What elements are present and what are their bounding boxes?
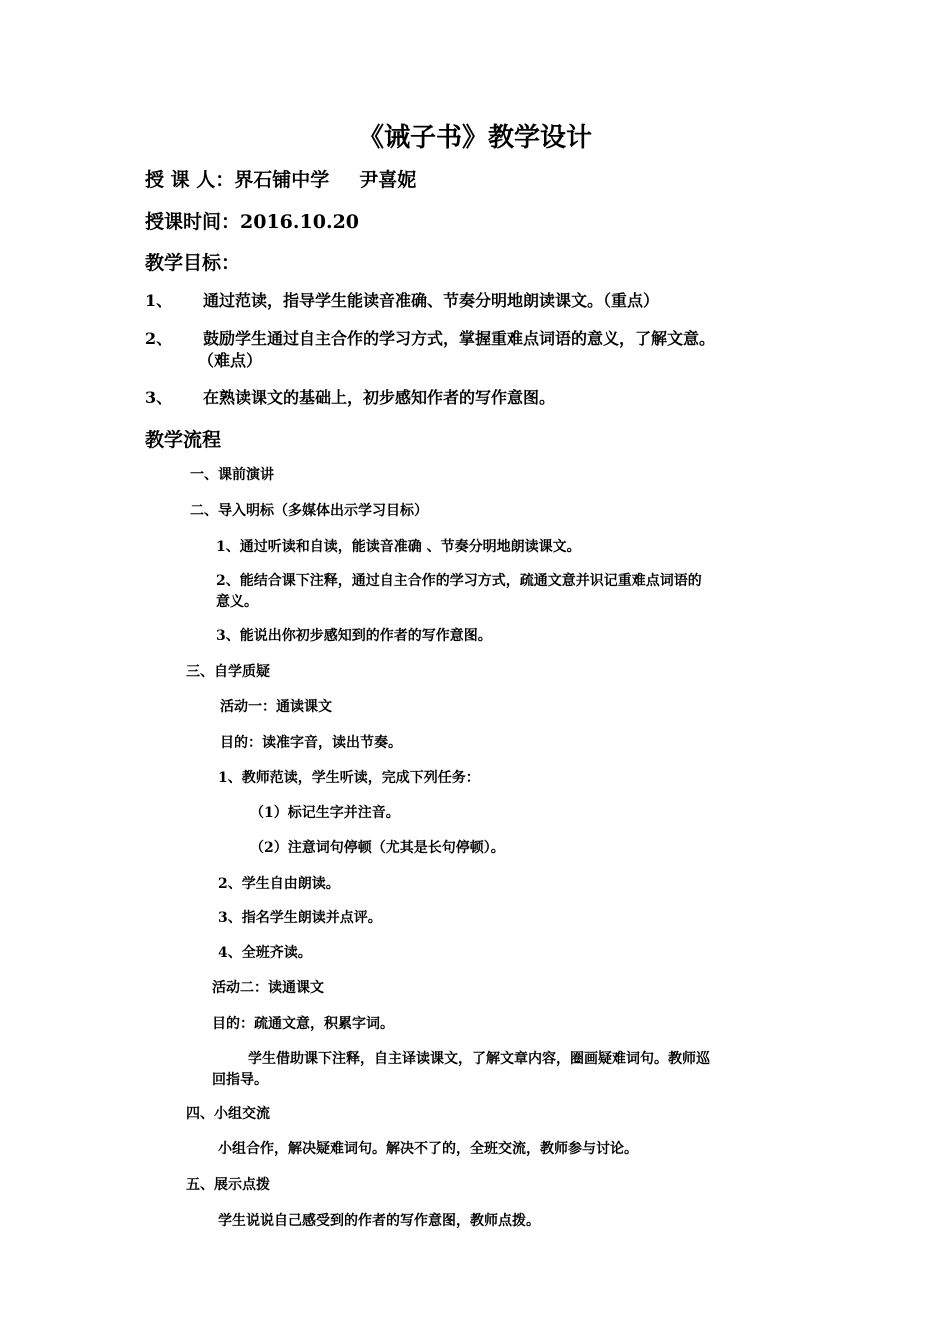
time-value: 2016.10.20	[240, 211, 360, 233]
objective-2-number: 2、	[145, 329, 173, 348]
intro-goal-2-cont: 意义。	[216, 594, 258, 610]
section-2-heading: 二、导入明标（多媒体出示学习目标）	[190, 503, 428, 519]
activity-1-step-4: 4、全班齐读。	[218, 945, 312, 961]
section-4-text: 小组合作，解决疑难词句。解决不了的，全班交流，教师参与讨论。	[218, 1141, 638, 1157]
activity-1-sub-1: （1）标记生字并注音。	[250, 805, 400, 821]
activity-2-text: 学生借助课下注释，自主译读课文，了解文章内容，圈画疑难词句。教师巡	[248, 1051, 710, 1067]
activity-2-title: 活动二：读通课文	[212, 980, 324, 996]
intro-goal-1: 1、通过听读和自读，能读音准确 、节奏分明地朗读课文。	[216, 539, 581, 555]
activity-1-goal: 目的：读准字音，读出节奏。	[220, 735, 402, 751]
section-1-heading: 一、课前演讲	[190, 467, 274, 483]
teacher-name: 尹喜妮	[359, 169, 417, 191]
teacher-line	[145, 165, 416, 192]
time-label: 授课时间：	[145, 211, 241, 233]
objectives-heading: 教学目标：	[145, 252, 241, 274]
activity-1-title: 活动一：通读课文	[220, 699, 332, 715]
objective-2-cont: （难点）	[198, 351, 263, 370]
activity-2-goal: 目的：疏通文意，积累字词。	[212, 1016, 394, 1032]
flow-heading: 教学流程	[145, 429, 222, 451]
objective-1-text: 通过范读，指导学生能读音准确、节奏分明地朗读课文。（重点）	[203, 291, 660, 310]
section-4-heading: 四、小组交流	[186, 1106, 270, 1122]
teacher-school: 界石铺中学	[234, 169, 330, 191]
document-title: 《诫子书》教学设计	[357, 123, 592, 153]
time-line	[145, 207, 359, 234]
section-5-text: 学生说说自己感受到的作者的写作意图，教师点拨。	[218, 1213, 540, 1229]
teacher-label: 授 课 人：	[145, 169, 235, 191]
intro-goal-2: 2、能结合课下注释，通过自主合作的学习方式，疏通文意并识记重难点词语的	[216, 573, 702, 589]
intro-goal-3: 3、能说出你初步感知到的作者的写作意图。	[216, 628, 492, 644]
objective-2-text: 鼓励学生通过自主合作的学习方式，掌握重难点词语的意义，了解文意。	[203, 329, 716, 348]
activity-2-text-cont: 回指导。	[212, 1072, 268, 1088]
activity-1-sub-2: （2）注意词句停顿（尤其是长句停顿）。	[250, 840, 505, 856]
objective-3-text: 在熟读课文的基础上，初步感知作者的写作意图。	[203, 388, 556, 407]
objective-1-number: 1、	[145, 291, 173, 310]
objective-3-number: 3、	[145, 388, 173, 407]
activity-1-step-2: 2、学生自由朗读。	[218, 876, 340, 892]
activity-1-step-1: 1、教师范读，学生听读，完成下列任务：	[218, 770, 480, 786]
section-5-heading: 五、展示点拨	[186, 1177, 270, 1193]
activity-1-step-3: 3、指名学生朗读并点评。	[218, 910, 382, 926]
section-3-heading: 三、自学质疑	[186, 664, 270, 680]
